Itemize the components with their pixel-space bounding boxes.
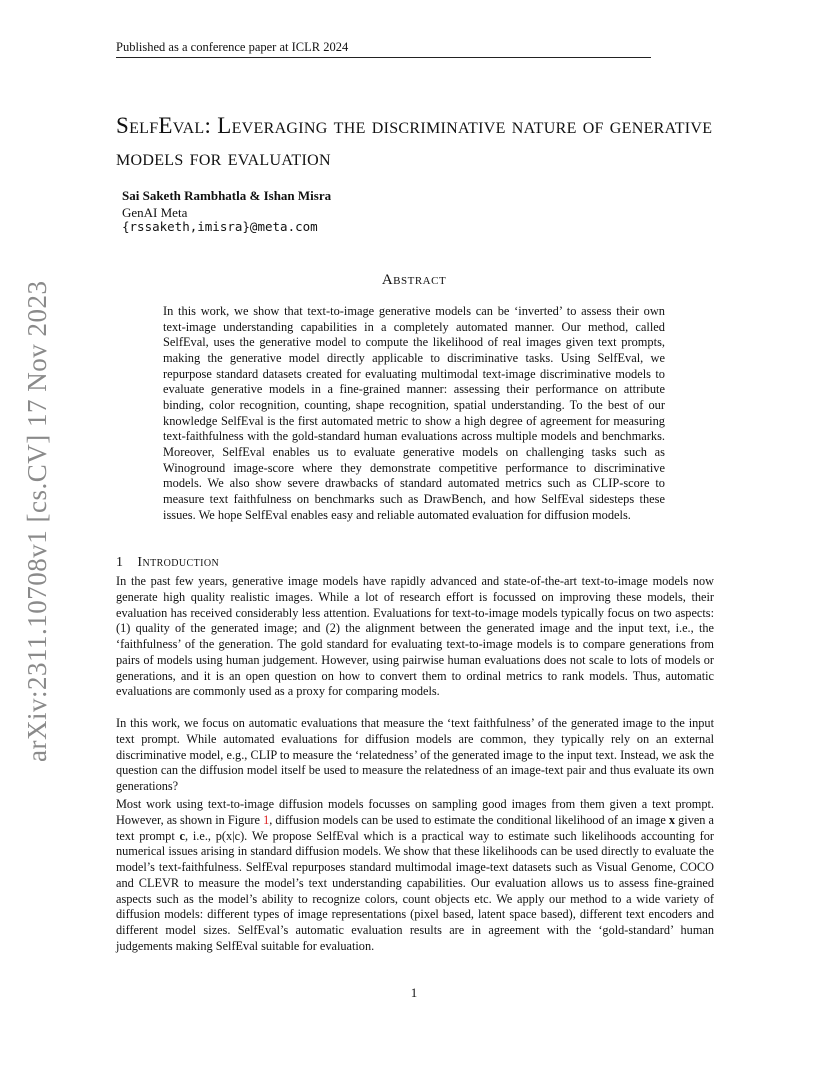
- para3-text-c: given a text prompt: [116, 812, 714, 843]
- para3-text-a: Most work using text-to-image diffusion models focusses on sampling good images from them given a text prompt. However, as shown in Figure: [116, 797, 714, 827]
- section-heading: [116, 555, 219, 571]
- figure-link[interactable]: 1: [263, 812, 270, 827]
- abstract-body: In this work, we show that text-to-image generative models can be ‘inverted’ to assess their own text-image understanding capabilities in a completely automated manner. Our method, called SelfEval, uses the generative model to compute the likelihood of real images given text prompts, making the generative model directly applicable to discriminative tasks. Using SelfEval, we repurpose standard datasets created for evaluating multimodal text-image discriminative models to evaluate generative models in a fine-grained manner: assessing their performance on attribute binding, color recognition, counting, shape recognition, spatial understanding. To the best of our knowledge SelfEval is the first automated metric to show a high degree of agreement for measuring text-faithfulness with the gold-standard human evaluations across multiple models and benchmarks. Moreover, SelfEval enables us to evaluate generative models on challenging tasks such as Winoground image-score where they demonstrate competitive performance to discriminative models. We also show severe drawbacks of standard automated metrics such as CLIP-score to measure text faithfulness on benchmarks such as DrawBench, and how SelfEval sidesteps these issues. We hope SelfEval enables easy and reliable automated evaluation for diffusion models.: [163, 304, 665, 522]
- paper-title: SelfEval: Leveraging the discriminative nature of generative models for evaluation: [116, 113, 713, 170]
- author-email: {rssaketh,imisra}@meta.com: [122, 219, 318, 234]
- author-affiliation: GenAI Meta: [122, 205, 188, 220]
- running-header: Published as a conference paper at ICLR 2024: [116, 40, 349, 54]
- para3-text-b: , diffusion models can be used to estimate the conditional likelihood of an image: [269, 812, 669, 827]
- page-number: 1: [410, 985, 418, 1000]
- intro-paragraph-1: In the past few years, generative image models have rapidly advanced and state-of-the-art text-to-image models now generate high quality realistic images. While a lot of research effort is focussed on improving these models, their evaluation has received considerably less attention. Evaluations for text-to-image models typically focus on two aspects: (1) quality of the generated image; and (2) the alignment between the generated image and the input text, i.e., the ‘faithfulness’ of the generation. The gold standard for evaluating text-to-image models is to compare generations from pairs of models using human judgement. However, using pairwise human evaluations does not scale to lots of models or generations, and it is an open question on how to convert them to ordinal metrics to rank models. Thus, automatic evaluations are commonly used as a proxy for comparing models.: [116, 574, 714, 699]
- intro-paragraph-3: [116, 797, 714, 955]
- para3-text-d: , i.e., p(x|c). We propose SelfEval which is a practical way to estimate such likelihoods accounting for numerical issues arising in standard diffusion models. We show that these likelihoods can be used directly to evaluate the model’s text-faithfulness. SelfEval repurposes standard multimodal image-text datasets such as Visual Genome, COCO and CLEVR to measure the model’s text understanding capabilities. Our evaluation allows us to assess fine-grained aspects such as the model’s ability to recognize colors, count objects etc. We apply our method to a wide variety of diffusion models: different types of image representations (pixel based, latent space based), different text encoders and different model sizes. SelfEval’s automatic evaluation results are in agreement with the ‘gold-standard’ human judgements making SelfEval suitable for evaluation.: [116, 828, 714, 953]
- section-number: 1: [116, 555, 124, 570]
- arxiv-watermark: arXiv:2311.10708v1 [cs.CV] 17 Nov 2023: [22, 280, 52, 762]
- section-title: Introduction: [137, 555, 220, 570]
- intro-paragraph-2: In this work, we focus on automatic evaluations that measure the ‘text faithfulness’ of the generated image to the input text prompt. While automated evaluations for diffusion models are common, they typically rely on an external discriminative model, e.g., CLIP to measure the ‘relatedness’ of the generated image to the input text. Instead, we ask the question can the diffusion model itself be used to measure the relatedness of an image-text pair and thus evaluate its own generations?: [116, 716, 714, 793]
- author-names: Sai Saketh Rambhatla & Ishan Misra: [122, 188, 332, 203]
- math-x: x: [668, 812, 676, 827]
- math-c: c: [179, 828, 186, 843]
- abstract-heading: Abstract: [381, 272, 447, 288]
- header-rule: [116, 57, 651, 58]
